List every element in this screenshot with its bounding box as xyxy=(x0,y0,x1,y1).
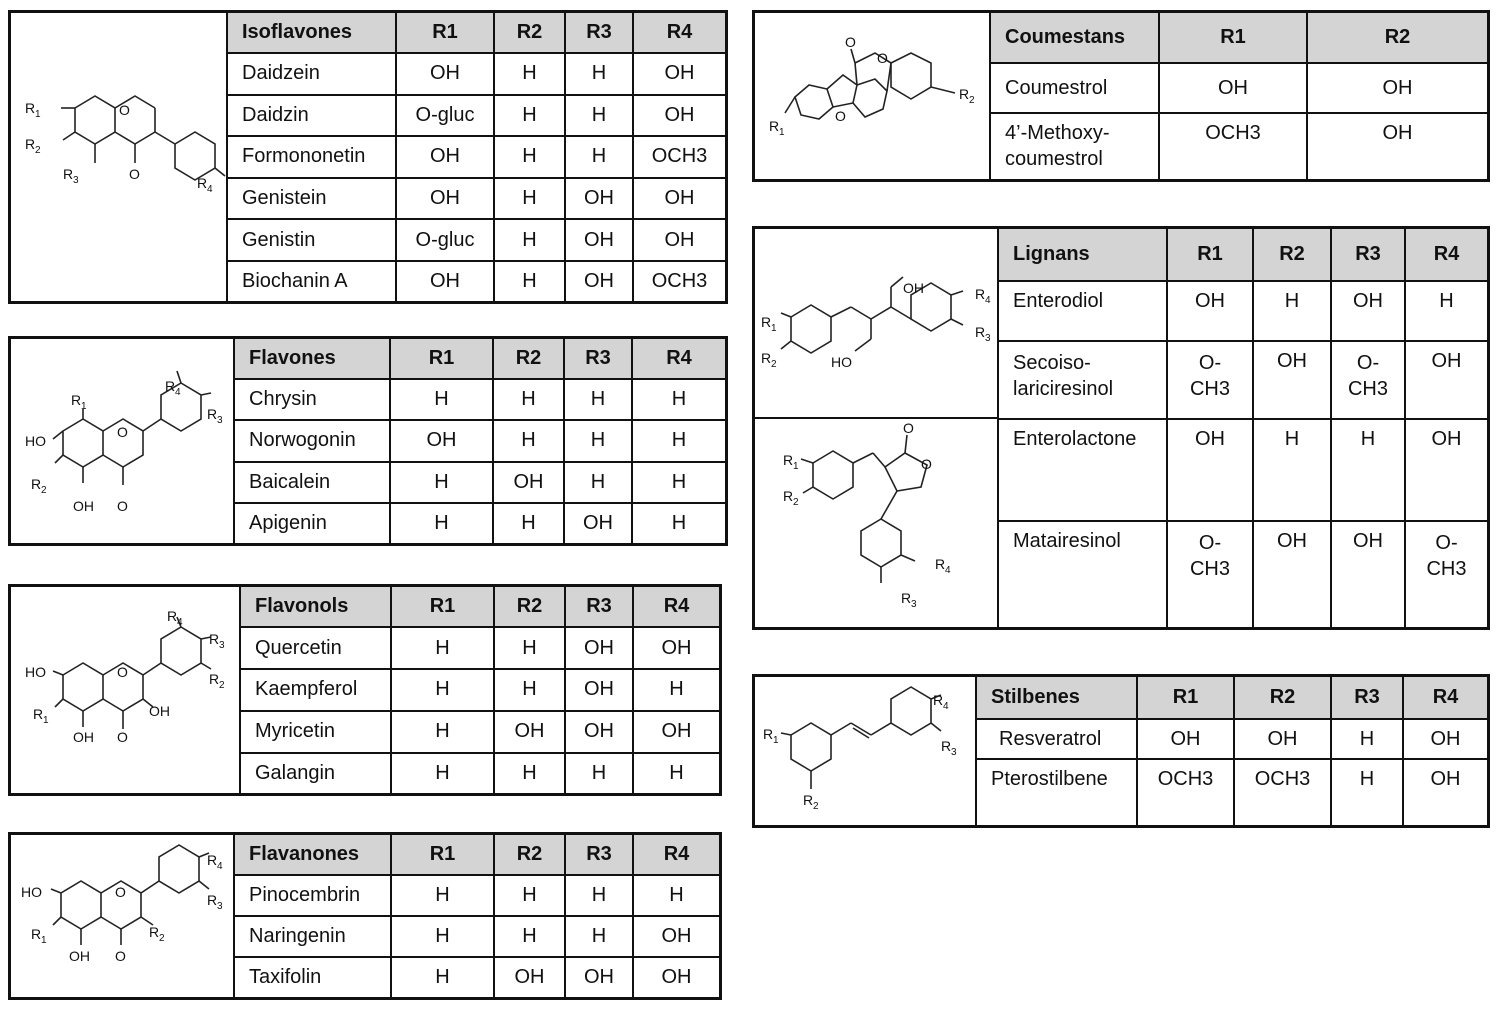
table-cell: OH xyxy=(1137,719,1234,759)
table-cell: OH xyxy=(1159,63,1307,113)
compound-name: Biochanin A xyxy=(228,261,396,301)
coumestans-panel xyxy=(752,10,1490,182)
r1-subscript: 1 xyxy=(779,127,785,138)
r3-label: R xyxy=(63,166,74,182)
column-header: Lignans xyxy=(999,229,1167,281)
stilbene-structure xyxy=(755,677,977,825)
carbonyl-oxygen-label: O xyxy=(115,948,126,964)
column-header: R4 xyxy=(633,13,725,53)
column-header: R4 xyxy=(633,835,719,875)
table-cell: OH xyxy=(565,711,633,753)
table-cell: OH xyxy=(565,669,633,711)
table-cell: H xyxy=(494,916,565,957)
table-cell: H xyxy=(1253,281,1331,341)
table-cell: H xyxy=(494,261,565,301)
r1-label: R xyxy=(761,314,772,330)
table-row xyxy=(235,916,719,957)
table-header-row xyxy=(999,229,1487,281)
carbonyl-oxygen-label: O xyxy=(845,34,856,50)
r1-subscript: 1 xyxy=(81,401,87,412)
column-header: R4 xyxy=(1403,677,1487,719)
table-row xyxy=(228,95,725,137)
table-cell: OH xyxy=(1307,113,1487,179)
table-cell: H xyxy=(391,957,494,997)
r3-subscript: 3 xyxy=(911,599,917,610)
coumestans-table xyxy=(991,13,1487,179)
flavone-skeleton-drawing xyxy=(11,339,235,543)
hydroxyl-label: HO xyxy=(21,884,42,900)
lactone-oxygen-label: O xyxy=(877,50,888,66)
table-row xyxy=(241,669,719,711)
flavonols-panel xyxy=(8,584,722,796)
r1-label: R xyxy=(783,452,794,468)
r4-label: R xyxy=(167,608,178,624)
table-row xyxy=(999,341,1487,419)
r2-subscript: 2 xyxy=(793,497,799,508)
r1-subscript: 1 xyxy=(43,715,49,726)
table-cell: OH xyxy=(633,916,719,957)
table-cell: H xyxy=(565,916,633,957)
table-cell: H xyxy=(565,136,633,178)
ring-oxygen-label: O xyxy=(117,424,128,440)
enterolactone-skeleton-drawing xyxy=(755,417,999,629)
table-row xyxy=(991,113,1487,179)
r1-label: R xyxy=(25,100,36,116)
r4-label: R xyxy=(165,378,176,394)
r2-label: R xyxy=(783,488,794,504)
compound-name: Matairesinol xyxy=(999,521,1167,627)
compound-name: Daidzein xyxy=(228,53,396,95)
table-row xyxy=(228,178,725,220)
lignan-structures xyxy=(755,229,999,627)
r2-label: R xyxy=(761,350,772,366)
table-row xyxy=(235,503,725,543)
table-cell: O- CH3 xyxy=(1331,341,1405,419)
table-cell: H xyxy=(494,219,565,261)
r4-subscript: 4 xyxy=(177,617,183,628)
table-cell: H xyxy=(632,462,725,503)
carbonyl-oxygen-label: O xyxy=(117,729,128,745)
table-cell: H xyxy=(564,420,632,461)
column-header: R3 xyxy=(565,587,633,627)
compound-name: Quercetin xyxy=(241,627,391,669)
table-cell: O-gluc xyxy=(396,95,494,137)
r2-label: R xyxy=(25,136,36,152)
table-cell: H xyxy=(632,503,725,543)
isoflavones-table xyxy=(228,13,725,301)
enterodiol-skeleton-drawing xyxy=(755,229,999,419)
isoflavones-panel xyxy=(8,10,728,304)
table-cell: H xyxy=(494,95,565,137)
table-header-row xyxy=(228,13,725,53)
column-header: Isoflavones xyxy=(228,13,396,53)
flavanones-table xyxy=(235,835,719,997)
lignans-table xyxy=(999,229,1487,627)
table-cell: OH xyxy=(1403,719,1487,759)
table-cell: OH xyxy=(494,957,565,997)
table-cell: H xyxy=(1331,419,1405,521)
compound-name: Resveratrol xyxy=(977,719,1137,759)
hydroxyl-label: HO xyxy=(831,354,852,370)
r4-label: R xyxy=(933,692,944,708)
table-cell: OH xyxy=(1234,719,1331,759)
table-row xyxy=(241,753,719,793)
compound-name: Naringenin xyxy=(235,916,391,957)
table-row xyxy=(977,759,1487,825)
table-cell: OH xyxy=(390,420,493,461)
compound-name: Pterostilbene xyxy=(977,759,1137,825)
r4-subscript: 4 xyxy=(945,565,951,576)
table-cell: H xyxy=(391,711,494,753)
r1-subscript: 1 xyxy=(773,735,779,746)
column-header: R1 xyxy=(390,339,493,379)
table-cell: H xyxy=(565,53,633,95)
table-row xyxy=(228,53,725,95)
isoflavone-skeleton-drawing xyxy=(11,13,228,301)
r4-label: R xyxy=(975,286,986,302)
table-cell: OH xyxy=(633,627,719,669)
table-cell: H xyxy=(633,669,719,711)
stilbene-skeleton-drawing xyxy=(755,677,977,825)
column-header: Coumestans xyxy=(991,13,1159,63)
column-header: Stilbenes xyxy=(977,677,1137,719)
flavonol-skeleton-drawing xyxy=(11,587,241,793)
r1-label: R xyxy=(71,392,82,408)
column-header: R1 xyxy=(1167,229,1253,281)
column-header: R1 xyxy=(391,587,494,627)
r3-subscript: 3 xyxy=(985,333,991,344)
table-cell: OH xyxy=(633,53,725,95)
table-header-row xyxy=(241,587,719,627)
carbonyl-oxygen-label: O xyxy=(129,166,140,182)
table-cell: OH xyxy=(494,711,565,753)
table-row xyxy=(999,521,1487,627)
column-header: Flavanones xyxy=(235,835,391,875)
r1-label: R xyxy=(31,926,42,942)
column-header: R1 xyxy=(1137,677,1234,719)
table-cell: O-gluc xyxy=(396,219,494,261)
lactone-oxygen-label: O xyxy=(921,456,932,472)
flavone-structure xyxy=(11,339,235,543)
column-header: R3 xyxy=(1331,677,1403,719)
r2-label: R xyxy=(959,86,970,102)
table-row xyxy=(235,379,725,420)
table-cell: OH xyxy=(396,261,494,301)
table-cell: H xyxy=(494,178,565,220)
table-cell: OH xyxy=(396,178,494,220)
r4-label: R xyxy=(935,556,946,572)
table-cell: OH xyxy=(1331,521,1405,627)
r4-subscript: 4 xyxy=(207,184,213,195)
column-header: R4 xyxy=(632,339,725,379)
r3-label: R xyxy=(207,892,218,908)
r3-subscript: 3 xyxy=(217,415,223,426)
ring-oxygen-label: O xyxy=(119,102,130,118)
compound-name: Coumestrol xyxy=(991,63,1159,113)
hydroxyl-label: OH xyxy=(73,498,94,514)
carbonyl-oxygen-label: O xyxy=(117,498,128,514)
table-cell: H xyxy=(565,875,633,916)
ring-oxygen-label: O xyxy=(117,664,128,680)
table-cell: H xyxy=(1331,719,1403,759)
table-cell: H xyxy=(493,503,564,543)
table-row xyxy=(228,136,725,178)
table-cell: H xyxy=(493,420,564,461)
table-cell: OH xyxy=(1253,521,1331,627)
r2-label: R xyxy=(803,792,814,808)
r2-subscript: 2 xyxy=(813,801,819,812)
table-cell: OH xyxy=(565,627,633,669)
r2-subscript: 2 xyxy=(969,95,975,106)
table-cell: OH xyxy=(633,95,725,137)
hydroxyl-label: OH xyxy=(73,729,94,745)
table-cell: OH xyxy=(1405,419,1487,521)
hydroxyl-label: OH xyxy=(69,948,90,964)
r3-label: R xyxy=(941,738,952,754)
table-cell: OH xyxy=(493,462,564,503)
r1-label: R xyxy=(763,726,774,742)
compound-name: 4’-Methoxy- coumestrol xyxy=(991,113,1159,179)
table-row xyxy=(235,875,719,916)
r2-subscript: 2 xyxy=(41,485,47,496)
table-cell: H xyxy=(390,379,493,420)
table-cell: H xyxy=(391,916,494,957)
table-cell: H xyxy=(493,379,564,420)
r4-subscript: 4 xyxy=(175,387,181,398)
r4-label: R xyxy=(207,852,218,868)
r3-label: R xyxy=(207,406,218,422)
table-cell: OCH3 xyxy=(1234,759,1331,825)
column-header: R2 xyxy=(493,339,564,379)
table-cell: H xyxy=(632,379,725,420)
column-header: R4 xyxy=(1405,229,1487,281)
flavones-table xyxy=(235,339,725,543)
r2-subscript: 2 xyxy=(35,145,41,156)
flavonol-structure xyxy=(11,587,241,793)
flavanones-panel xyxy=(8,832,722,1000)
table-cell: H xyxy=(1405,281,1487,341)
table-row xyxy=(991,63,1487,113)
column-header: R1 xyxy=(1159,13,1307,63)
stilbenes-table xyxy=(977,677,1487,825)
table-cell: OH xyxy=(633,219,725,261)
furan-oxygen-label: O xyxy=(835,108,846,124)
table-cell: OH xyxy=(1167,419,1253,521)
compound-name: Genistin xyxy=(228,219,396,261)
table-cell: OH xyxy=(1307,63,1487,113)
r4-label: R xyxy=(197,175,208,191)
r2-label: R xyxy=(31,476,42,492)
table-cell: OH xyxy=(1403,759,1487,825)
column-header: R2 xyxy=(1253,229,1331,281)
column-header: Flavonols xyxy=(241,587,391,627)
table-cell: H xyxy=(632,420,725,461)
compound-name: Chrysin xyxy=(235,379,390,420)
table-cell: OCH3 xyxy=(633,261,725,301)
flavanone-structure xyxy=(11,835,235,997)
table-cell: H xyxy=(565,95,633,137)
table-cell: OH xyxy=(564,503,632,543)
table-cell: H xyxy=(565,753,633,793)
compound-name: Apigenin xyxy=(235,503,390,543)
column-header: R2 xyxy=(494,835,565,875)
r2-label: R xyxy=(149,924,160,940)
table-cell: OH xyxy=(1331,281,1405,341)
table-cell: OH xyxy=(565,178,633,220)
compound-name: Genistein xyxy=(228,178,396,220)
flavonols-table xyxy=(241,587,719,793)
table-cell: H xyxy=(390,462,493,503)
table-row xyxy=(999,419,1487,521)
compound-name: Myricetin xyxy=(241,711,391,753)
table-cell: OH xyxy=(1167,281,1253,341)
compound-name: Secoiso- lariciresinol xyxy=(999,341,1167,419)
r2-subscript: 2 xyxy=(159,933,165,944)
table-cell: H xyxy=(494,53,565,95)
table-cell: OH xyxy=(1253,341,1331,419)
table-cell: H xyxy=(391,627,494,669)
compound-name: Baicalein xyxy=(235,462,390,503)
lignans-panel xyxy=(752,226,1490,630)
table-header-row xyxy=(235,835,719,875)
r1-label: R xyxy=(769,118,780,134)
table-cell: H xyxy=(391,875,494,916)
table-cell: H xyxy=(390,503,493,543)
coumestan-structure xyxy=(755,13,991,179)
table-cell: O- CH3 xyxy=(1167,341,1253,419)
compound-name: Pinocembrin xyxy=(235,875,391,916)
table-cell: OH xyxy=(633,178,725,220)
r2-subscript: 2 xyxy=(219,680,225,691)
table-cell: OCH3 xyxy=(1137,759,1234,825)
table-cell: H xyxy=(1253,419,1331,521)
hydroxyl-label: OH xyxy=(903,280,924,296)
compound-name: Daidzin xyxy=(228,95,396,137)
r3-label: R xyxy=(901,590,912,606)
r2-label: R xyxy=(209,671,220,687)
table-cell: OH xyxy=(396,136,494,178)
table-cell: H xyxy=(633,875,719,916)
table-cell: H xyxy=(633,753,719,793)
column-header: R1 xyxy=(391,835,494,875)
compound-name: Kaempferol xyxy=(241,669,391,711)
compound-name: Enterodiol xyxy=(999,281,1167,341)
table-cell: H xyxy=(494,875,565,916)
table-cell: H xyxy=(564,462,632,503)
table-cell: H xyxy=(494,627,565,669)
table-header-row xyxy=(235,339,725,379)
table-cell: OH xyxy=(633,711,719,753)
flavones-panel xyxy=(8,336,728,546)
r1-subscript: 1 xyxy=(35,109,41,120)
r1-subscript: 1 xyxy=(793,461,799,472)
carbonyl-oxygen-label: O xyxy=(903,420,914,436)
r1-subscript: 1 xyxy=(41,935,47,946)
hydroxyl-label: HO xyxy=(25,433,46,449)
compound-name: Formononetin xyxy=(228,136,396,178)
column-header: R2 xyxy=(1234,677,1331,719)
flavanone-skeleton-drawing xyxy=(11,835,235,997)
column-header: R3 xyxy=(565,13,633,53)
table-cell: O- CH3 xyxy=(1405,521,1487,627)
r3-subscript: 3 xyxy=(73,175,79,186)
r3-subscript: 3 xyxy=(219,640,225,651)
r3-label: R xyxy=(975,324,986,340)
r2-subscript: 2 xyxy=(771,359,777,370)
table-cell: H xyxy=(494,753,565,793)
table-row xyxy=(977,719,1487,759)
compound-name: Enterolactone xyxy=(999,419,1167,521)
table-header-row xyxy=(977,677,1487,719)
hydroxyl-label: OH xyxy=(149,703,170,719)
table-cell: OH xyxy=(565,261,633,301)
compound-name: Taxifolin xyxy=(235,957,391,997)
table-cell: H xyxy=(494,136,565,178)
table-cell: H xyxy=(494,669,565,711)
ring-oxygen-label: O xyxy=(115,884,126,900)
table-cell: H xyxy=(1331,759,1403,825)
hydroxyl-label: HO xyxy=(25,664,46,680)
table-cell: OCH3 xyxy=(1159,113,1307,179)
table-row xyxy=(235,420,725,461)
r4-subscript: 4 xyxy=(943,701,949,712)
table-cell: OH xyxy=(1405,341,1487,419)
r1-label: R xyxy=(33,706,44,722)
column-header: R3 xyxy=(565,835,633,875)
column-header: R2 xyxy=(494,13,565,53)
coumestan-skeleton-drawing xyxy=(755,13,991,179)
table-cell: OH xyxy=(565,219,633,261)
column-header: Flavones xyxy=(235,339,390,379)
table-header-row xyxy=(991,13,1487,63)
r3-subscript: 3 xyxy=(951,747,957,758)
isoflavone-structure xyxy=(11,13,228,301)
stilbenes-panel xyxy=(752,674,1490,828)
table-row xyxy=(235,957,719,997)
column-header: R3 xyxy=(1331,229,1405,281)
table-cell: H xyxy=(391,669,494,711)
table-row xyxy=(241,711,719,753)
r4-subscript: 4 xyxy=(217,861,223,872)
table-row xyxy=(228,261,725,301)
r4-subscript: 4 xyxy=(985,295,991,306)
column-header: R2 xyxy=(494,587,565,627)
compound-name: Norwogonin xyxy=(235,420,390,461)
table-cell: H xyxy=(391,753,494,793)
column-header: R2 xyxy=(1307,13,1487,63)
compound-name: Galangin xyxy=(241,753,391,793)
table-row xyxy=(241,627,719,669)
table-row xyxy=(235,462,725,503)
table-cell: OH xyxy=(565,957,633,997)
column-header: R1 xyxy=(396,13,494,53)
table-cell: OH xyxy=(633,957,719,997)
column-header: R3 xyxy=(564,339,632,379)
table-cell: OH xyxy=(396,53,494,95)
table-cell: OCH3 xyxy=(633,136,725,178)
table-row xyxy=(228,219,725,261)
table-cell: H xyxy=(564,379,632,420)
r3-subscript: 3 xyxy=(217,901,223,912)
column-header: R4 xyxy=(633,587,719,627)
r1-subscript: 1 xyxy=(771,323,777,334)
table-cell: O- CH3 xyxy=(1167,521,1253,627)
r3-label: R xyxy=(209,631,220,647)
table-row xyxy=(999,281,1487,341)
